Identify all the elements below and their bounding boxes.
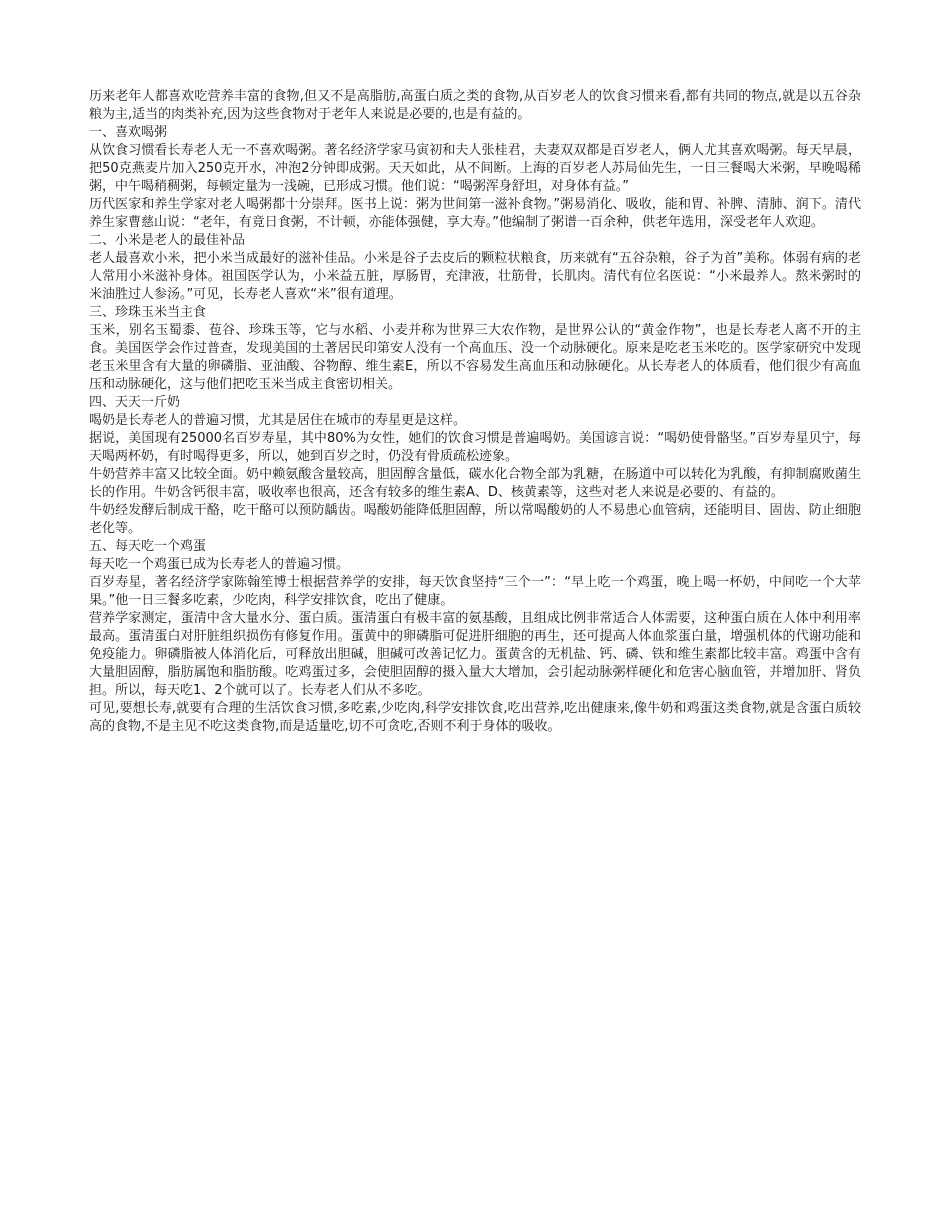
section-heading-milk: 四、天天一斤奶: [89, 395, 181, 410]
section-paragraph: 从饮食习惯看长寿老人无一不喜欢喝粥。著名经济学家马寅初和夫人张桂君，夫妻双双都是百岁老人，俩人尤其喜欢喝粥。每天早晨，把50克燕麦片加入250克开水，冲泡2分钟即成粥。天天如此，从不间断。上海的百岁老人苏局仙先生，一日三餐喝大米粥，早晚喝稀粥，中午喝稍稠粥，每顿定量为一浅碗，已形成习惯。他们说：“喝粥浑身舒坦，对身体有益。”: [89, 143, 861, 194]
section-heading-egg: 五、每天吃一个鸡蛋: [89, 539, 207, 554]
section-paragraph: 每天吃一个鸡蛋已成为长寿老人的普遍习惯。: [89, 557, 350, 572]
section-paragraph: 老人最喜欢小米，把小米当成最好的滋补佳品。小米是谷子去皮后的颗粒状粮食，历来就有“五谷杂粮，谷子为首”美称。体弱有病的老人常用小米滋补身体。祖国医学认为，小米益五脏，厚肠胃，充津液，壮筋骨，长肌肉。清代有位名医说：“小米最养人。熬米粥时的米油胜过人参汤。”可见，长寿老人喜欢“米”很有道理。: [89, 251, 861, 302]
section-paragraph: 据说，美国现有25000名百岁寿星，其中80%为女性，她们的饮食习惯是普遍喝奶。美国谚言说：“喝奶使骨骼坚。”百岁寿星贝宁，每天喝两杯奶，有时喝得更多，所以，她到百岁之时，仍没有骨质疏松迹象。: [89, 431, 861, 464]
section-paragraph: 百岁寿星，著名经济学家陈翰笙博士根据营养学的安排，每天饮食坚持“三个一”：“早上吃一个鸡蛋，晚上喝一杯奶，中间吃一个大苹果。”他一日三餐多吃素，少吃肉，科学安排饮食，吃出了健康。: [89, 575, 861, 608]
section-paragraph: 营养学家测定，蛋清中含大量水分、蛋白质。蛋清蛋白有极丰富的氨基酸，且组成比例非常适合人体需要，这种蛋白质在人体中利用率最高。蛋清蛋白对肝脏组织损伤有修复作用。蛋黄中的卵磷脂可促进肝细胞的再生，还可提高人体血浆蛋白量，增强机体的代谢功能和免疫能力。卵磷脂被人体消化后，可释放出胆碱，胆碱可改善记忆力。蛋黄含的无机盐、钙、磷、铁和维生素都比较丰富。鸡蛋中含有大量胆固醇，脂肪属饱和脂肪酸。吃鸡蛋过多，会使胆固醇的摄入量大大增加，会引起动脉粥样硬化和危害心脑血管，并增加肝、肾负担。所以，每天吃1、2个就可以了。长寿老人们从不多吃。: [89, 611, 861, 698]
section-heading-porridge: 一、喜欢喝粥: [89, 125, 168, 140]
section-paragraph: 历代医家和养生学家对老人喝粥都十分崇拜。医书上说：粥为世间第一滋补食物。”粥易消化、吸收，能和胃、补脾、清肺、润下。清代养生家曹慈山说：“老年，有竟日食粥，不计顿，亦能体强健，享大寿。”他编制了粥谱一百余种，供老年选用，深受老年人欢迎。: [89, 197, 861, 230]
conclusion-paragraph: 可见,要想长寿,就要有合理的生活饮食习惯,多吃素,少吃肉,科学安排饮食,吃出营养,吃出健康来,像牛奶和鸡蛋这类食物,就是含蛋白质较高的食物,不是主见不吃这类食物,而是适量吃,切不可贪吃,否则不利于身体的吸收。: [89, 701, 861, 734]
section-paragraph: 喝奶是长寿老人的普遍习惯，尤其是居住在城市的寿星更是这样。: [89, 413, 467, 428]
section-paragraph: 玉米，别名玉蜀黍、苞谷、珍珠玉等，它与水稻、小麦并称为世界三大农作物，是世界公认的“黄金作物”，也是长寿老人离不开的主食。美国医学会作过普查，发现美国的土著居民印第安人没有一个高血压、没一个动脉硬化。原来是吃老玉米吃的。医学家研究中发现老玉米里含有大量的卵磷脂、亚油酸、谷物醇、维生素E，所以不容易发生高血压和动脉硬化。从长寿老人的体质看，他们很少有高血压和动脉硬化，这与他们把吃玉米当成主食密切相关。: [89, 323, 861, 392]
section-heading-millet: 二、小米是老人的最佳补品: [89, 233, 246, 248]
section-paragraph: 牛奶营养丰富又比较全面。奶中赖氨酸含量较高，胆固醇含量低，碳水化合物全部为乳糖，在肠道中可以转化为乳酸，有抑制腐败菌生长的作用。牛奶含钙很丰富，吸收率也很高，还含有较多的维生素A、D、核黄素等，这些对老人来说是必要的、有益的。: [89, 467, 861, 500]
intro-paragraph: 历来老年人都喜欢吃营养丰富的食物,但又不是高脂肪,高蛋白质之类的食物,从百岁老人的饮食习惯来看,都有共同的物点,就是以五谷杂粮为主,适当的肉类补充,因为这些食物对于老年人来说是必要的,也是有益的。: [89, 89, 861, 122]
section-heading-corn: 三、珍珠玉米当主食: [89, 305, 207, 320]
section-paragraph: 牛奶经发酵后制成干酪，吃干酪可以预防龋齿。喝酸奶能降低胆固醇，所以常喝酸奶的人不易患心血管病，还能明目、固齿、防止细胞老化等。: [89, 503, 861, 536]
document-body: [89, 88, 861, 736]
